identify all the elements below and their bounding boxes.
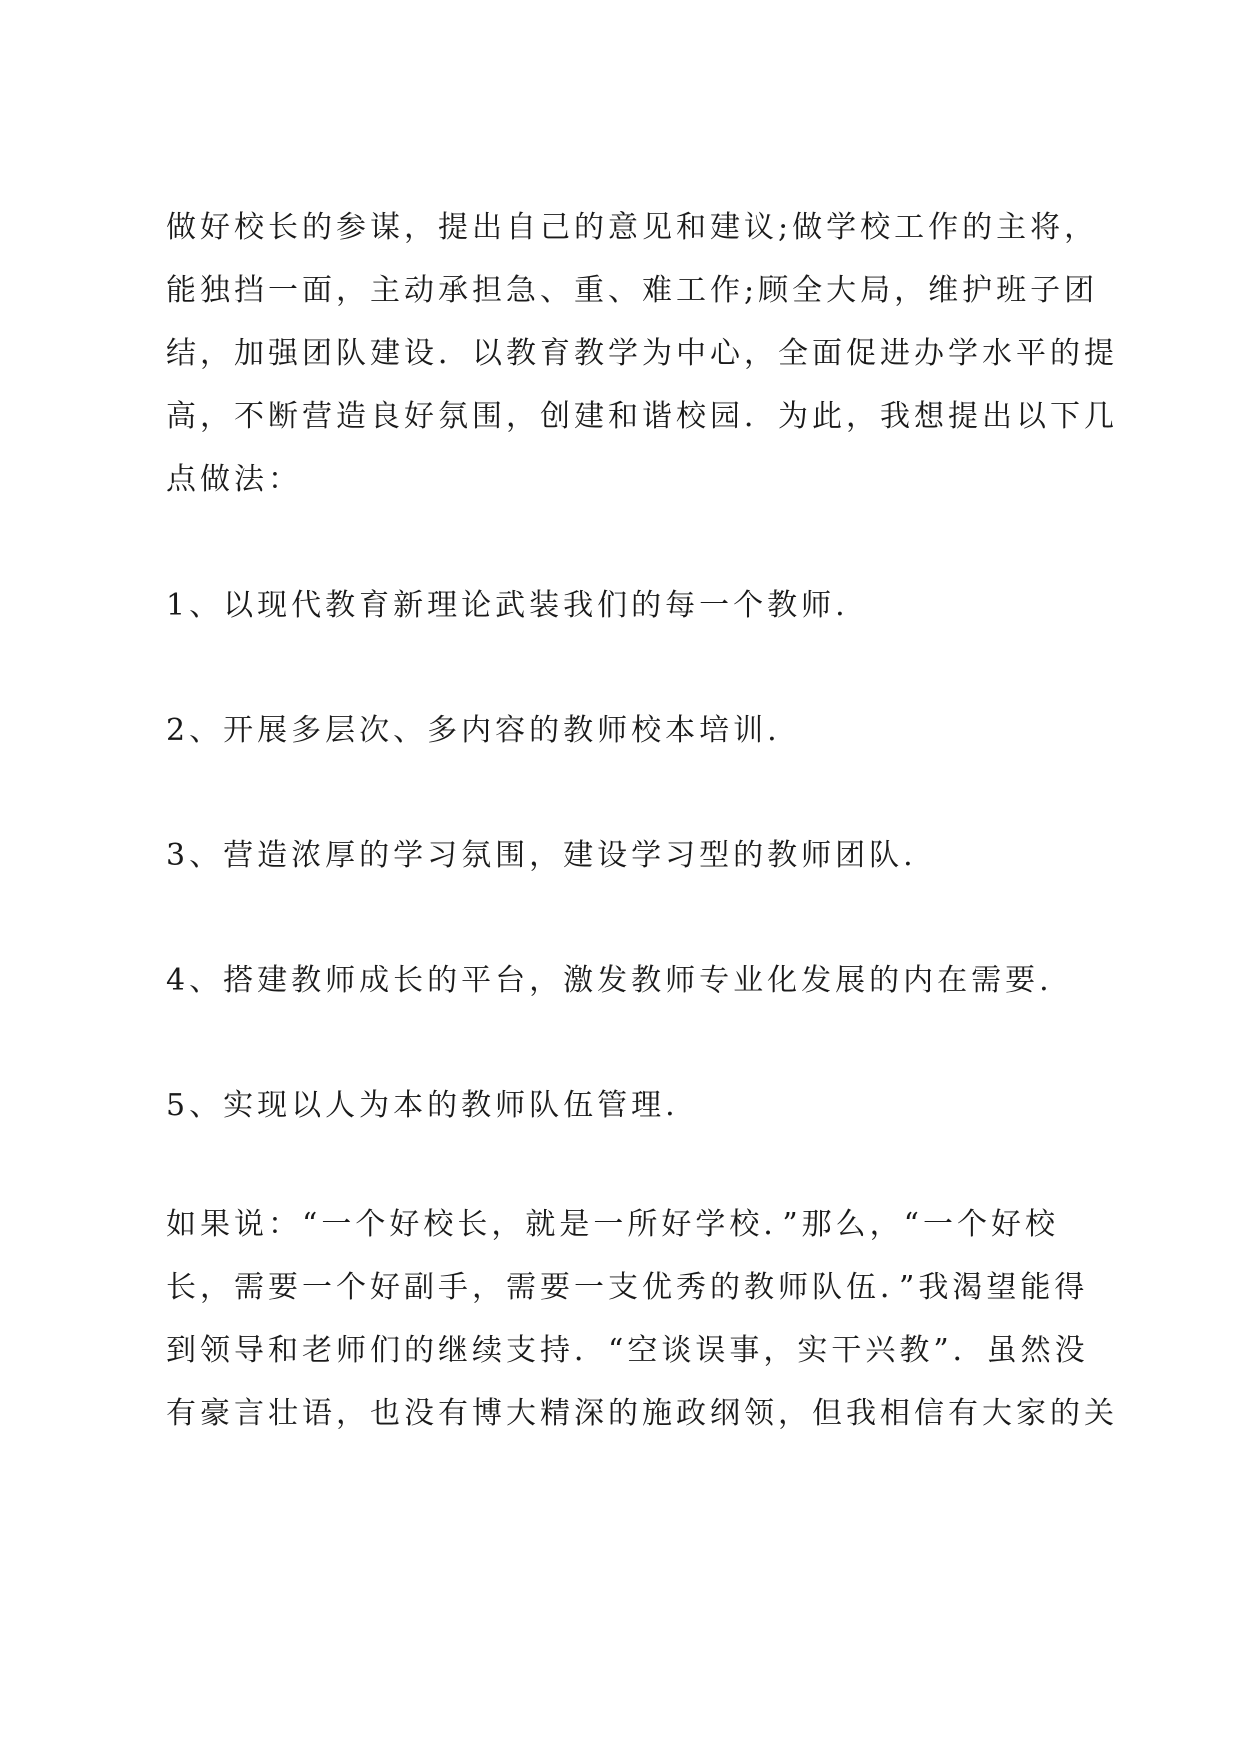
paragraph-2-line: 到领导和老师们的继续支持．“空谈误事，实干兴教”．虽然没: [166, 1333, 1089, 1368]
paragraph-1-line: 高，不断营造良好氛围，创建和谐校园．为此，我想提出以下几: [166, 399, 1118, 434]
paragraph-1-line: 结，加强团队建设．以教育教学为中心，全面促进办学水平的提: [166, 336, 1118, 371]
paragraph-1: [166, 196, 1118, 511]
paragraph-1-line: 能独挡一面，主动承担急、重、难工作;顾全大局，维护班子团: [166, 273, 1099, 308]
list-item: 2、开展多层次、多内容的教师校本培训.: [166, 713, 781, 748]
paragraph-2-line: 长，需要一个好副手，需要一支优秀的教师队伍．”我渴望能得: [166, 1270, 1089, 1305]
paragraph-2-line: 有豪言壮语，也没有博大精深的施政纲领，但我相信有大家的关: [166, 1396, 1118, 1431]
paragraph-1-line: 点做法：: [166, 462, 302, 497]
paragraph-1-line: 做好校长的参谋，提出自己的意见和建议;做学校工作的主将，: [166, 210, 1099, 245]
list-item: 3、营造浓厚的学习氛围，建设学习型的教师团队.: [166, 838, 917, 873]
paragraph-2-line: 如果说：“一个好校长，就是一所好学校．”那么，“一个好校: [166, 1207, 1060, 1242]
list-item: 1、以现代教育新理论武装我们的每一个教师.: [166, 588, 849, 623]
paragraph-2: [166, 1193, 1118, 1445]
list-item: 5、实现以人为本的教师队伍管理.: [166, 1088, 679, 1123]
list-item: 4、搭建教师成长的平台，激发教师专业化发展的内在需要.: [166, 963, 1053, 998]
